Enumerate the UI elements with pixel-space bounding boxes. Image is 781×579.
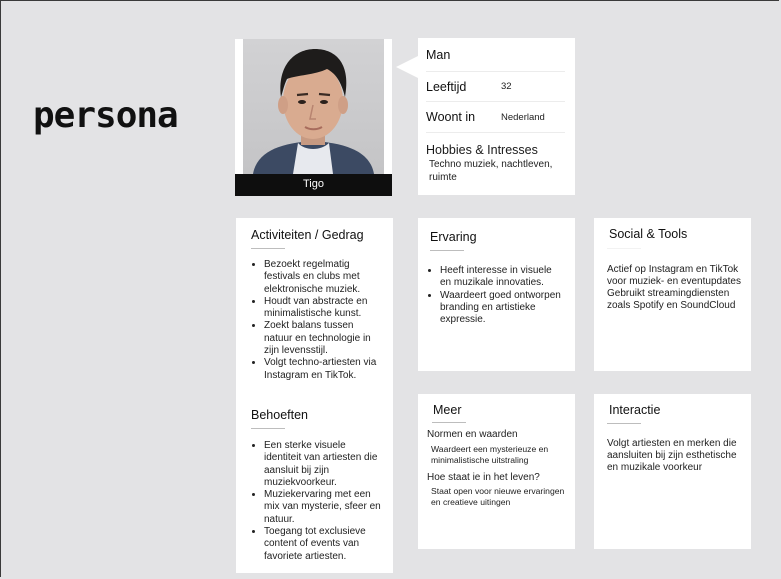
- title-divider: [432, 422, 466, 423]
- persona-logo: persona: [33, 95, 178, 136]
- social-line-1: Actief op Instagram en TikTok voor muziek- en eventupdates: [607, 264, 741, 287]
- title-divider: [430, 250, 464, 251]
- list-item: • Bezoekt regelmatig festivals en clubs met elektronische muziek.: [264, 259, 383, 296]
- gender-value: Man: [426, 47, 451, 62]
- speech-pointer: [396, 56, 418, 78]
- social-tools-card: [594, 218, 751, 371]
- more-question-2: Hoe staat ie in het leven?: [427, 472, 540, 483]
- age-value: 32: [501, 81, 512, 92]
- age-label: Leeftijd: [426, 79, 467, 94]
- social-title: Social & Tools: [609, 227, 688, 241]
- profile-name: Tigo: [235, 174, 392, 196]
- location-value: Nederland: [501, 111, 545, 123]
- list-item: • Houdt van abstracte en minimalistische kunst.: [264, 296, 383, 321]
- needs-list: [251, 440, 383, 563]
- interaction-text: Volgt artiesten en merken die aansluiten bij zijn esthetische en muzikale voorkeur: [607, 438, 737, 473]
- hobbies-label: Hobbies & Intresses: [426, 143, 538, 157]
- experience-card: [418, 218, 575, 371]
- experience-list: [430, 265, 563, 326]
- activities-list: [251, 259, 383, 382]
- needs-title: Behoeften: [251, 407, 308, 422]
- more-card: [418, 394, 575, 549]
- list-item: • Volgt techno-artiesten via Instagram en TikTok.: [264, 357, 383, 382]
- profile-photo-card: [235, 39, 392, 196]
- gender-row: [426, 38, 565, 72]
- hobbies-value: Techno muziek, nachtleven, ruimte: [429, 159, 553, 183]
- interaction-card: [594, 394, 751, 549]
- list-item: • Een sterke visuele identiteit van artiesten die aansluit bij zijn muziekvoorkeur.: [264, 440, 383, 489]
- experience-title: Ervaring: [430, 230, 477, 244]
- location-row: [426, 102, 565, 133]
- more-answer-2: Staat open voor nieuwe ervaringen en creatieve uitingen: [431, 486, 565, 507]
- age-row: [426, 72, 565, 102]
- title-divider: [607, 248, 641, 249]
- activities-needs-card: [236, 218, 393, 573]
- title-divider: [251, 248, 285, 249]
- list-item: • Waardeert goed ontworpen branding en artistieke expressie.: [440, 290, 563, 327]
- list-item: • Heeft interesse in visuele en muzikale innovaties.: [440, 265, 563, 290]
- list-item: • Muziekervaring met een mix van mysterie, sfeer en natuur.: [264, 489, 383, 526]
- title-divider: [607, 423, 641, 424]
- profile-photo: [243, 39, 384, 174]
- more-title: Meer: [433, 403, 462, 417]
- list-item: • Toegang tot exclusieve content of events van favoriete artiesten.: [264, 526, 383, 563]
- activities-title: Activiteiten / Gedrag: [251, 228, 364, 242]
- social-line-2: Gebruikt streamingdiensten zoals Spotify en SoundCloud: [607, 288, 736, 311]
- more-question-1: Normen en waarden: [427, 429, 518, 440]
- location-label: Woont in: [426, 110, 476, 124]
- list-item: • Zoekt balans tussen natuur en technologie in zijn levensstijl.: [264, 320, 383, 357]
- title-divider: [251, 428, 285, 429]
- more-answer-1: Waardeert een mysterieuze en minimalistische uitstraling: [431, 444, 549, 465]
- profile-info-card: [418, 38, 575, 195]
- interaction-title: Interactie: [609, 403, 661, 417]
